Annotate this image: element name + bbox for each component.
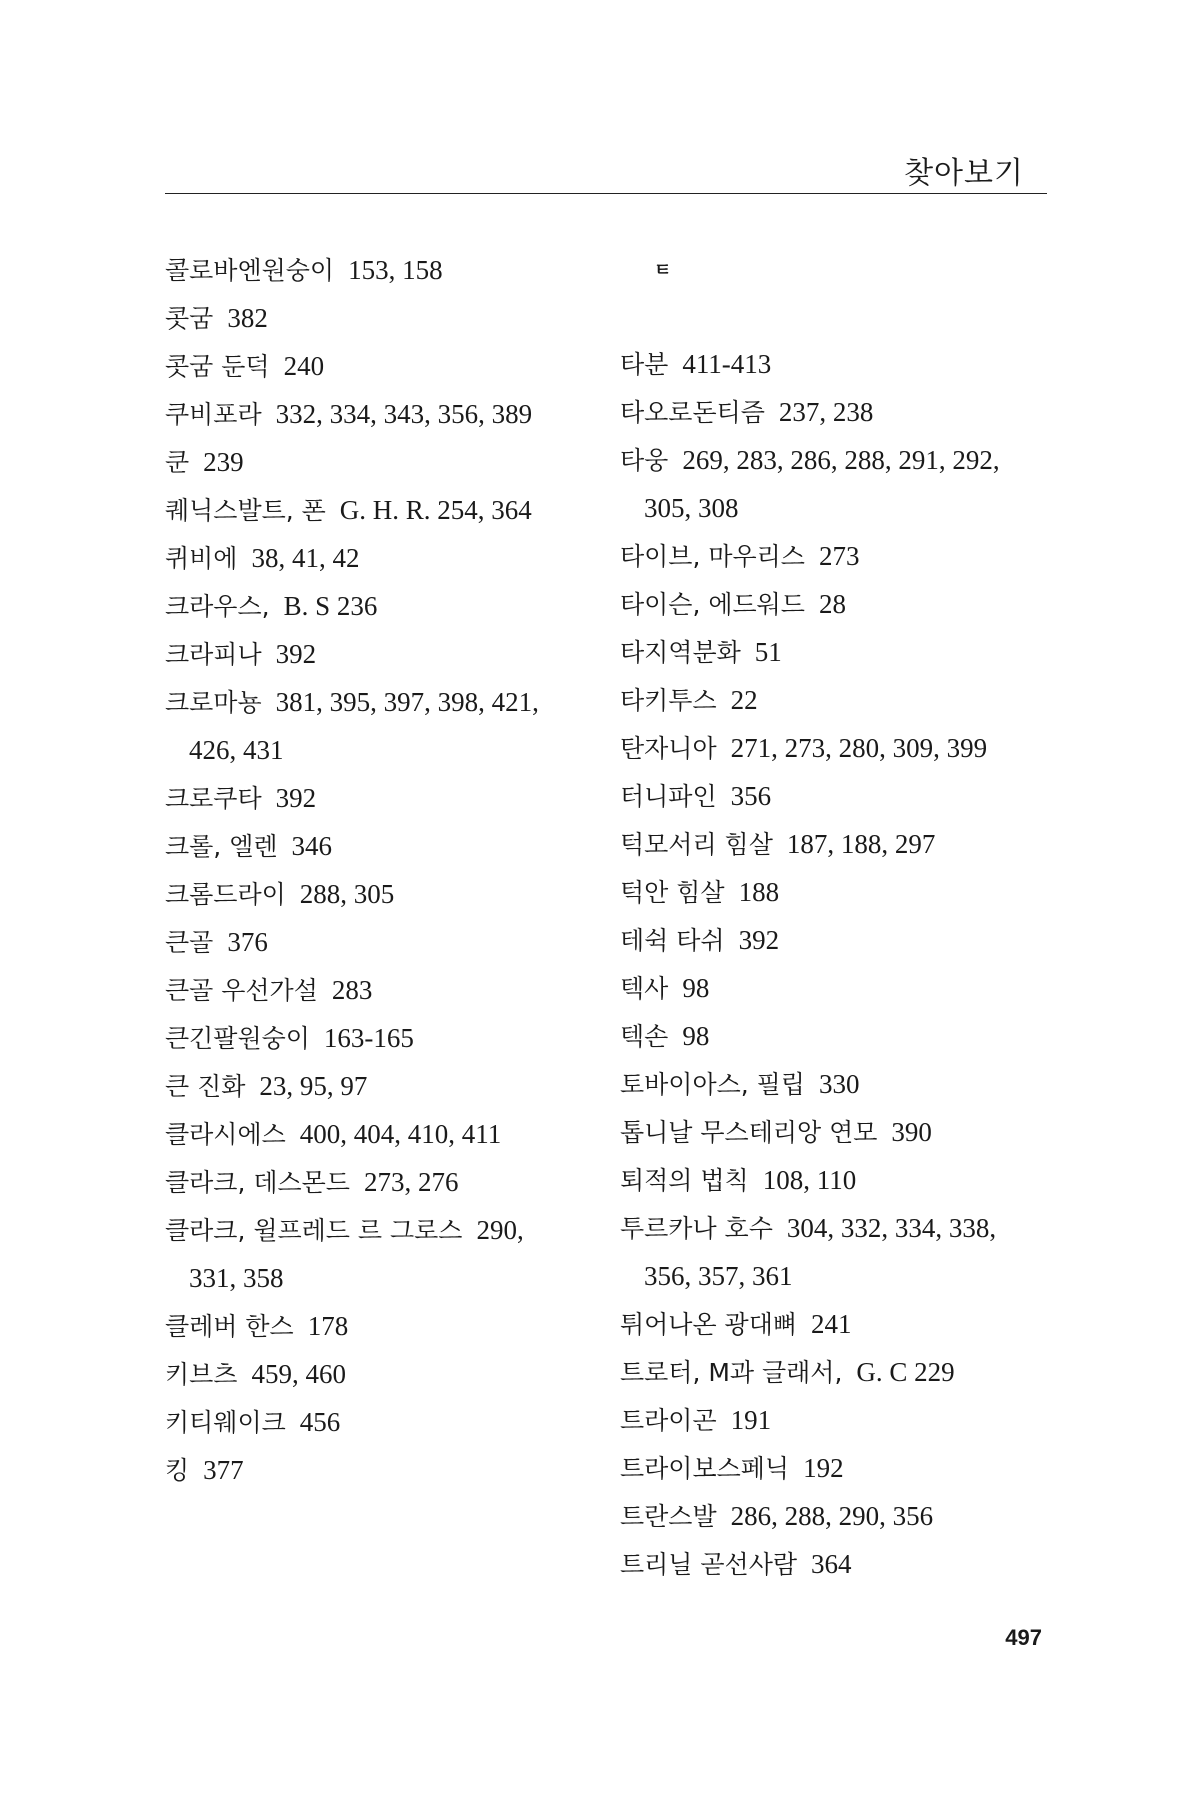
- index-entry: [620, 1541, 1060, 1589]
- index-entry: [620, 1493, 1060, 1541]
- index-term: 토바이아스, 필립: [620, 1070, 805, 1099]
- index-entry: [165, 1447, 605, 1495]
- index-term: 쿤: [165, 448, 190, 477]
- index-entry: [165, 1015, 605, 1063]
- index-term: 키티웨이크: [165, 1408, 286, 1437]
- index-entry: [165, 1063, 605, 1111]
- page-references: 456: [299, 1407, 341, 1437]
- page-references: 305, 308: [644, 493, 739, 523]
- index-entry: [165, 247, 605, 295]
- index-term: 큰골: [165, 928, 214, 957]
- index-term: 타분: [620, 350, 669, 379]
- index-term: 클라크, 데스몬드: [165, 1168, 350, 1197]
- index-entry: [165, 343, 605, 391]
- page-references: 286, 288, 290, 356: [730, 1501, 934, 1531]
- running-head: 찾아보기: [904, 156, 1024, 191]
- index-entry: [620, 1109, 1060, 1157]
- page-references: 271, 273, 280, 309, 399: [730, 733, 988, 763]
- page-references: 283: [331, 975, 373, 1005]
- index-entry-continuation: [620, 1253, 1060, 1301]
- index-term: 턱모서리 힘살: [620, 830, 773, 859]
- index-term: 트라이보스페닉: [620, 1454, 790, 1483]
- index-term: 퇴적의 법칙: [620, 1166, 749, 1195]
- index-entry: [165, 1159, 605, 1207]
- index-entry: [620, 341, 1060, 389]
- page-references: 241: [811, 1309, 852, 1339]
- page-references: 411-413: [682, 349, 772, 379]
- index-term: 트리닐 곧선사람: [620, 1550, 797, 1579]
- index-entry: [620, 389, 1060, 437]
- index-term: 콧굼 둔덕: [165, 352, 270, 381]
- index-entry: [165, 391, 605, 439]
- index-entry: [620, 677, 1060, 725]
- page-references: 382: [227, 303, 268, 333]
- page-references: G. H. R. 254, 364: [339, 495, 532, 525]
- index-entry: [620, 773, 1060, 821]
- index-entry: [620, 1013, 1060, 1061]
- index-term: 크라우스,: [165, 592, 270, 621]
- index-entry: [620, 581, 1060, 629]
- index-entry: [165, 823, 605, 871]
- index-term: 타지역분화: [620, 638, 741, 667]
- index-entry: [165, 631, 605, 679]
- index-entry: [620, 965, 1060, 1013]
- index-entry-continuation: [165, 727, 605, 775]
- index-term: 트란스발: [620, 1502, 717, 1531]
- page-references: 191: [730, 1405, 772, 1435]
- page-references: 330: [818, 1069, 860, 1099]
- index-term: 톱니날 무스테리앙 연모: [620, 1118, 878, 1147]
- index-entry: [620, 437, 1060, 485]
- page-references: 108, 110: [762, 1165, 857, 1195]
- index-term: 크롬드라이: [165, 880, 286, 909]
- index-entry: [165, 679, 605, 727]
- page-references: 273: [818, 541, 860, 571]
- index-term: 큰 진화: [165, 1072, 246, 1101]
- page-references: 364: [811, 1549, 852, 1579]
- page-references: 98: [682, 973, 710, 1003]
- index-entry: [165, 1111, 605, 1159]
- index-term: 콜로바엔원숭이: [165, 256, 335, 285]
- index-entry: [165, 583, 605, 631]
- page-references: 269, 283, 286, 288, 291, 292,: [682, 445, 1000, 475]
- page-references: 273, 276: [363, 1167, 459, 1197]
- index-term: 퀴비에: [165, 544, 238, 573]
- index-term: 트로터, M과 글래서,: [620, 1358, 843, 1387]
- index-entry: [620, 725, 1060, 773]
- page-references: 332, 334, 343, 356, 389: [275, 399, 533, 429]
- index-entry-continuation: [620, 485, 1060, 533]
- index-term: 튀어나온 광대뼈: [620, 1310, 797, 1339]
- page-references: B. S 236: [283, 591, 378, 621]
- index-entry: [620, 1397, 1060, 1445]
- page-references: 400, 404, 410, 411: [299, 1119, 502, 1149]
- page-references: 390: [891, 1117, 932, 1147]
- page-references: 22: [730, 685, 758, 715]
- page-references: 426, 431: [189, 735, 284, 765]
- index-entry: [165, 775, 605, 823]
- index-entry: [165, 535, 605, 583]
- index-entry: [620, 533, 1060, 581]
- index-term: 크로쿠타: [165, 784, 262, 813]
- index-entry: [165, 919, 605, 967]
- index-entry: [620, 1157, 1060, 1205]
- index-term: 크로마뇽: [165, 688, 262, 717]
- index-entry: [165, 439, 605, 487]
- page-references: 331, 358: [189, 1263, 284, 1293]
- page-references: 356: [730, 781, 772, 811]
- index-entry-continuation: [165, 1255, 605, 1303]
- index-term: 타오로돈티즘: [620, 398, 765, 427]
- index-entry: [620, 1061, 1060, 1109]
- page-references: 23, 95, 97: [259, 1071, 368, 1101]
- page-references: 290,: [476, 1215, 524, 1245]
- index-term: 클라크, 윌프레드 르 그로스: [165, 1216, 463, 1245]
- index-term: 클라시에스: [165, 1120, 286, 1149]
- index-term: 탄자니아: [620, 734, 717, 763]
- index-entry: [620, 1349, 1060, 1397]
- page-references: 392: [738, 925, 780, 955]
- index-column-left: [165, 247, 605, 1495]
- index-term: 타이브, 마우리스: [620, 542, 805, 571]
- index-term: 터니파인: [620, 782, 717, 811]
- index-entry: [165, 1399, 605, 1447]
- index-term: 타웅: [620, 446, 669, 475]
- index-term: 크롤, 엘렌: [165, 832, 278, 861]
- page-references: 237, 238: [778, 397, 874, 427]
- index-term: 키브츠: [165, 1360, 238, 1389]
- index-entry: [165, 295, 605, 343]
- index-entry: [620, 1205, 1060, 1253]
- index-entry: [165, 487, 605, 535]
- index-term: 타이슨, 에드워드: [620, 590, 805, 619]
- index-term: 콧굼: [165, 304, 214, 333]
- page-references: 28: [818, 589, 846, 619]
- index-entry: [620, 917, 1060, 965]
- page-references: 346: [291, 831, 332, 861]
- index-entry: [620, 629, 1060, 677]
- page-references: 356, 357, 361: [644, 1261, 793, 1291]
- page-references: 376: [227, 927, 268, 957]
- index-term: 킹: [165, 1456, 190, 1485]
- index-entry: [620, 869, 1060, 917]
- index-entry: [165, 1207, 605, 1255]
- index-term: 텍손: [620, 1022, 669, 1051]
- index-term: 클레버 한스: [165, 1312, 294, 1341]
- page-references: 377: [203, 1455, 244, 1485]
- page-references: 192: [803, 1453, 844, 1483]
- index-entry: [620, 821, 1060, 869]
- index-term: 타키투스: [620, 686, 717, 715]
- page-number: 497: [1005, 1625, 1042, 1650]
- index-entry: [165, 871, 605, 919]
- index-column-right: [620, 247, 1060, 1589]
- page-references: 459, 460: [251, 1359, 346, 1389]
- index-term: 텍사: [620, 974, 669, 1003]
- section-letter: ㅌ: [654, 260, 672, 281]
- page-references: 288, 305: [299, 879, 395, 909]
- index-entry: [165, 1303, 605, 1351]
- page-references: 239: [203, 447, 244, 477]
- page-references: 51: [754, 637, 782, 667]
- index-term: 테쉭 타쉬: [620, 926, 725, 955]
- page-references: 240: [283, 351, 325, 381]
- page-references: 38, 41, 42: [251, 543, 360, 573]
- index-term: 큰긴팔원숭이: [165, 1024, 310, 1053]
- index-term: 쿠비포라: [165, 400, 262, 429]
- index-term: 큰골 우선가설: [165, 976, 318, 1005]
- page-references: 304, 332, 334, 338,: [786, 1213, 997, 1243]
- index-term: 크라피나: [165, 640, 262, 669]
- index-term: 투르카나 호수: [620, 1214, 773, 1243]
- header-rule: [165, 193, 1047, 194]
- page-references: 178: [307, 1311, 349, 1341]
- index-term: 퀘닉스발트, 폰: [165, 496, 326, 525]
- index-entry: [165, 1351, 605, 1399]
- page-references: 163-165: [323, 1023, 414, 1053]
- index-entry: [165, 967, 605, 1015]
- page-references: G. C 229: [856, 1357, 955, 1387]
- page-references: 392: [275, 639, 317, 669]
- index-term: 트라이곤: [620, 1406, 717, 1435]
- index-entry: [620, 1445, 1060, 1493]
- index-term: 턱안 힘살: [620, 878, 725, 907]
- page-references: 188: [738, 877, 780, 907]
- page-references: 392: [275, 783, 317, 813]
- index-entry: [620, 1301, 1060, 1349]
- page-references: 98: [682, 1021, 710, 1051]
- page-references: 381, 395, 397, 398, 421,: [275, 687, 539, 717]
- page-references: 153, 158: [348, 255, 443, 285]
- page-references: 187, 188, 297: [786, 829, 936, 859]
